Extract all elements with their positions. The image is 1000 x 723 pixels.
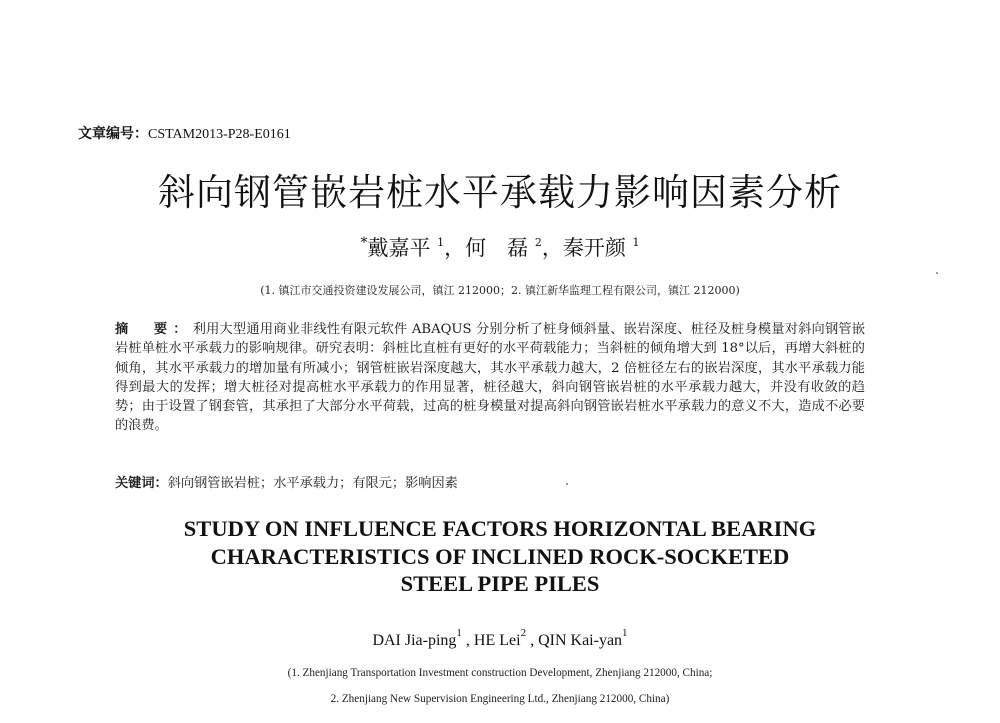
keywords-text: 斜向钢管嵌岩桩；水平承载力；有限元；影响因素 bbox=[167, 476, 458, 491]
author-3-cn-affil: 1 bbox=[632, 236, 640, 249]
author-2-cn: 何 磊 bbox=[465, 236, 529, 260]
scan-speck bbox=[936, 272, 938, 274]
affiliation-en-line-1: (1. Zhenjiang Transportation Investment construction Development, Zhenjiang 212000, China; bbox=[287, 667, 713, 679]
author-sep-1: ， bbox=[444, 236, 466, 260]
author-2-en: , HE Lei bbox=[461, 632, 521, 649]
author-3-en-affil: 1 bbox=[622, 627, 628, 639]
author-3-en: , QIN Kai-yan bbox=[526, 632, 623, 649]
affiliation-chinese: (1. 镇江市交通投资建设发展公司，镇江 212000；2. 镇江新华监理工程有限公司，镇江 212000) bbox=[260, 284, 740, 297]
page-title-chinese: 斜向钢管嵌岩桩水平承载力影响因素分析 bbox=[158, 171, 842, 214]
abstract-label: 摘 要： bbox=[115, 322, 193, 337]
authors-english bbox=[0, 627, 1000, 650]
abstract-text: 利用大型通用商业非线性有限元软件 ABAQUS 分别分析了桩身倾斜量、嵌岩深度、桩径及桩身模量对斜向钢管嵌岩桩单桩水平承载力的影响规律。研究表明：斜桩比直桩有更好的水平荷载能力；当斜桩的倾角增大到 18°以后，再增大斜桩的倾角，其水平承载力的增加量有所减小；钢管桩嵌岩深度越大，其水平承载力越大，2 倍桩径左右的嵌岩深度，其水平承载力能得到最大的发挥；增大桩径对提高桩水平承载力的作用显著，桩径越大，斜向钢管嵌岩桩的水平承载力越大，并没有收敛的趋势；由于设置了钢套管，其承担了大部分水平荷载，过高的桩身模量对提高斜向钢管嵌岩桩水平承载力的意义不大，造成不必要的浪费。 bbox=[115, 322, 866, 434]
author-sep-2: ， bbox=[541, 236, 563, 260]
title-en-line-2: CHARACTERISTICS OF INCLINED ROCK-SOCKETED bbox=[210, 543, 790, 569]
author-3-cn: 秦开颜 bbox=[562, 236, 626, 260]
scan-speck bbox=[566, 483, 568, 485]
title-en-line-3: STEEL PIPE PILES bbox=[400, 571, 600, 596]
author-1-cn: 戴嘉平 bbox=[367, 236, 431, 260]
article-number-label: 文章编号： bbox=[78, 126, 148, 142]
article-number bbox=[78, 123, 291, 143]
author-2-cn-affil: 2 bbox=[534, 236, 542, 249]
affiliation-english bbox=[0, 660, 1000, 712]
corresponding-author-mark: * bbox=[360, 235, 368, 251]
article-number-value: CSTAM2013-P28-E0161 bbox=[148, 127, 291, 142]
affiliation-en-line-2: 2. Zhenjiang New Supervision Engineering Ltd., Zhenjiang 212000, China) bbox=[330, 693, 670, 705]
keywords-chinese bbox=[115, 472, 865, 491]
author-1-en-affil: 1 bbox=[456, 627, 462, 639]
author-1-en: DAI Jia-ping bbox=[372, 632, 457, 649]
authors-chinese bbox=[0, 232, 1000, 262]
author-2-en-affil: 2 bbox=[520, 627, 527, 639]
author-1-cn-affil: 1 bbox=[437, 236, 445, 249]
keywords-label: 关键词： bbox=[115, 476, 168, 491]
page-title-english bbox=[0, 515, 1000, 598]
title-en-line-1: STUDY ON INFLUENCE FACTORS HORIZONTAL BEARING bbox=[183, 516, 817, 541]
abstract-chinese bbox=[115, 320, 865, 436]
